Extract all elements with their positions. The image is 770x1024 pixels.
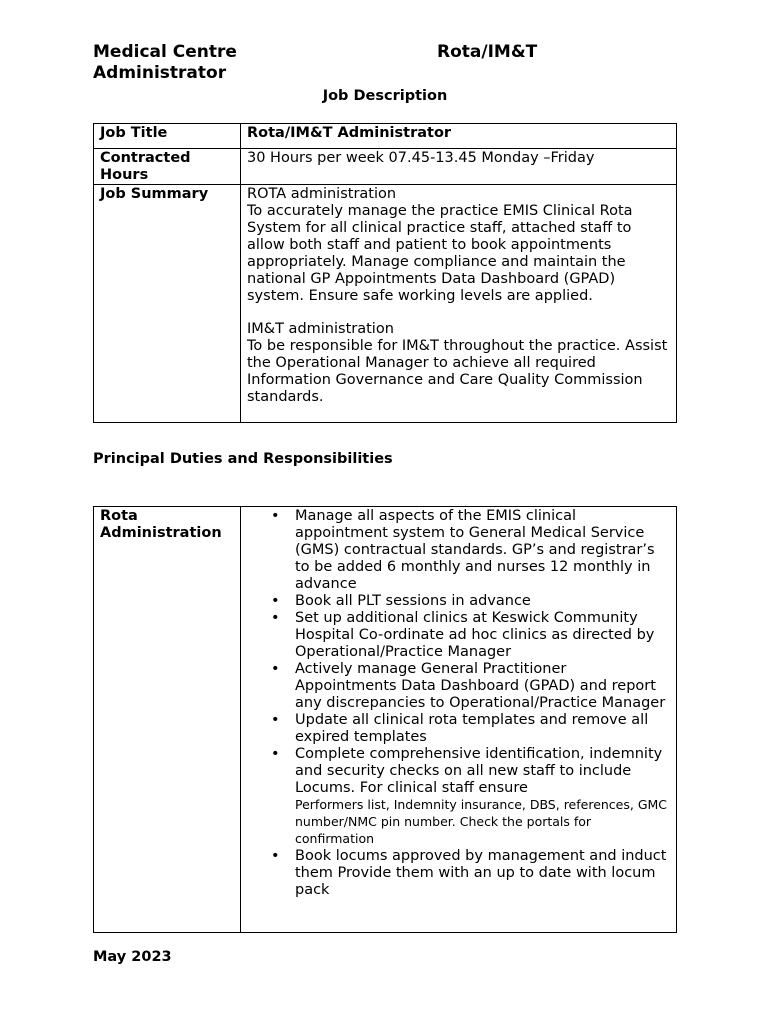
list-item: • Set up additional clinics at Keswick Community Hospital Co-ordinate ad hoc clinics as directed by Operational/Practice Manager [295, 610, 670, 661]
job-title-label: Job Title [94, 124, 241, 149]
job-title-value: Rota/IM&T Administrator [241, 124, 677, 149]
duties-table [93, 506, 677, 933]
imt-admin-heading: IM&T administration [247, 321, 394, 337]
job-summary-label: Job Summary [94, 185, 241, 423]
list-item-text: Complete comprehensive identification, indemnity and security checks on all new staff to include Locums. For clinical staff ensure [295, 746, 663, 796]
header-left-title: Medical Centre Administrator [93, 42, 237, 83]
table-row [94, 124, 677, 149]
table-row [94, 507, 677, 933]
list-item: • Manage all aspects of the EMIS clinical appointment system to General Medical Service (GMS) contractual standards. GP’s and registrar’s to be added 6 monthly and nurses 12 monthly in advance [295, 508, 670, 593]
principal-duties-heading: Principal Duties and Responsibilities [93, 451, 393, 467]
list-item-note: Performers list, Indemnity insurance, DBS, references, GMC number/NMC pin number. Check the portals for confirmation [295, 797, 668, 846]
list-item [295, 746, 670, 848]
duties-list-cell [241, 507, 677, 933]
table-row [94, 185, 677, 423]
document-heading: Job Description [322, 88, 448, 104]
duties-list [247, 508, 670, 899]
footer-date: May 2023 [93, 949, 172, 965]
rota-admin-heading: ROTA administration [247, 186, 397, 202]
rota-administration-label: Rota Administration [94, 507, 241, 933]
list-item: • Book all PLT sessions in advance [295, 593, 670, 610]
list-item: • Update all clinical rota templates and remove all expired templates [295, 712, 670, 746]
rota-admin-text: To accurately manage the practice EMIS Clinical Rota System for all clinical practice staff, attached staff to allow both staff and patient to book appointments appropriately. Manage compliance and maintain the national GP Appointments Data Dashboard (GPAD) system. Ensure safe working levels are applied. [247, 203, 633, 304]
table-row [94, 149, 677, 185]
job-details-table [93, 123, 677, 423]
list-item: • Actively manage General Practitioner Appointments Data Dashboard (GPAD) and report any discrepancies to Operational/Practice Manager [295, 661, 670, 712]
job-summary-content [241, 185, 677, 423]
list-item: • Book locums approved by management and induct them Provide them with an up to date with locum pack [295, 848, 670, 899]
imt-admin-text: To be responsible for IM&T throughout the practice. Assist the Operational Manager to achieve all required Information Governance and Care Quality Commission standards. [247, 338, 668, 405]
contracted-hours-label: Contracted Hours [94, 149, 241, 185]
header-right-title: Rota/IM&T [437, 42, 538, 62]
contracted-hours-value: 30 Hours per week 07.45-13.45 Monday –Friday [241, 149, 677, 185]
